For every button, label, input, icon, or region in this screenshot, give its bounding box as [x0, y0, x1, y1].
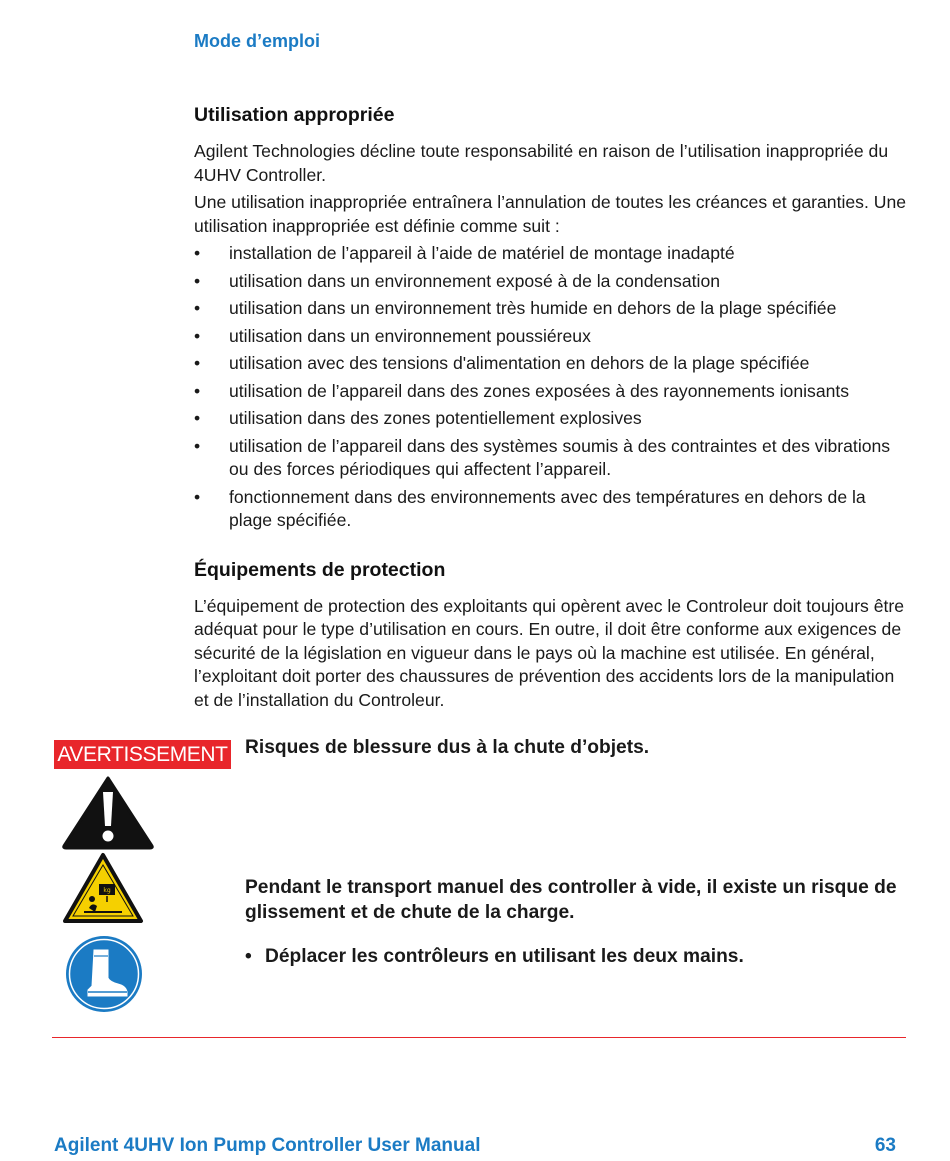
page-number: 63: [874, 1135, 896, 1156]
paragraph: Une utilisation inappropriée entraînera l’annulation de toutes les créances et garanties. Une utilisation inappropriée est définie comme suit :: [194, 192, 907, 236]
misuse-list: [194, 242, 910, 533]
paragraph: Agilent Technologies décline toute responsabilité en raison de l’utilisation inappropriée du 4UHV Controller.: [194, 141, 889, 185]
list-item: • utilisation dans un environnement exposé à de la condensation: [194, 270, 721, 291]
warning-tag: AVERTISSEMENT: [54, 740, 231, 769]
svg-text:kg: kg: [103, 887, 111, 894]
paragraph: L’équipement de protection des exploitants qui opèrent avec le Controleur doit toujours être adéquat pour le type d’utilisation en cours. En outre, il doit être conforme aux exigences de sécurité de la législation en vigueur dans le pays où la machine est utilisée. En général, l’exploitant doit porter des chaussures de prévention des accidents lors de la manipulation et de l’installation du Controleur.: [194, 595, 905, 710]
list-item: • fonctionnement dans des environnements avec des températures en dehors de la plage spécifiée.: [194, 486, 866, 530]
footer-title: Agilent 4UHV Ion Pump Controller User Manual: [54, 1135, 481, 1156]
list-item: • utilisation dans un environnement poussiéreux: [194, 325, 591, 346]
list-item: • installation de l’appareil à l’aide de matériel de montage inadapté: [194, 243, 735, 263]
divider: [52, 1037, 906, 1038]
list-item: • utilisation de l’appareil dans des systèmes soumis à des contraintes et des vibrations ou des forces périodiques qui affectent l’appareil.: [194, 435, 891, 479]
warning-title: Risques de blessure dus à la chute d’objets.: [245, 737, 650, 758]
safety-boots-icon: [64, 934, 144, 1014]
falling-load-warning-icon: [62, 852, 144, 924]
main-content: [194, 104, 910, 716]
list-item: • utilisation dans un environnement très humide en dehors de la plage spécifiée: [194, 298, 837, 318]
list-item: • utilisation dans des zones potentiellement explosives: [194, 408, 642, 428]
list-item: • utilisation de l’appareil dans des zones exposées à des rayonnements ionisants: [194, 380, 850, 401]
warning-body: Pendant le transport manuel des controller à vide, il existe un risque de glissement et de chute de la charge.: [245, 877, 897, 923]
running-header: Mode d’emploi: [194, 31, 320, 51]
section-title-protection: Équipements de protection: [194, 558, 446, 581]
list-item: • utilisation avec des tensions d'alimentation en dehors de la plage spécifiée: [194, 353, 810, 373]
section-title-utilisation: Utilisation appropriée: [194, 104, 395, 126]
general-warning-icon: [62, 776, 154, 850]
warning-action: • Déplacer les contrôleurs en utilisant les deux mains.: [245, 946, 744, 967]
